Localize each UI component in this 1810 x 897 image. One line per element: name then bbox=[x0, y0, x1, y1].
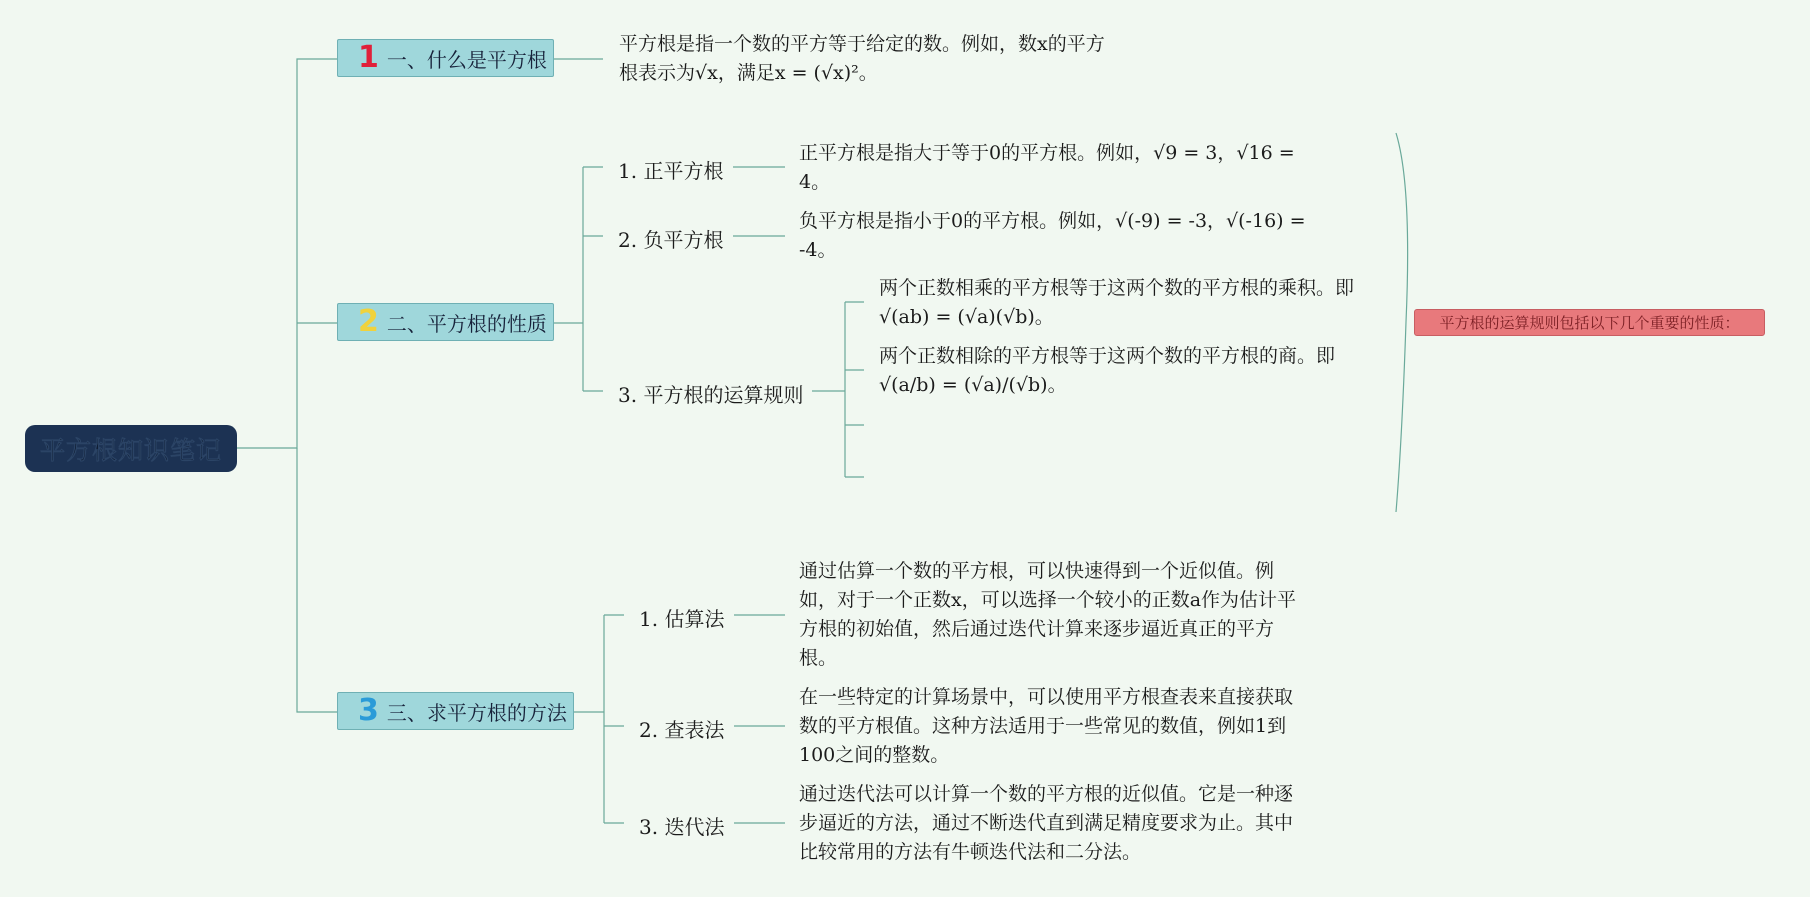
iteration-method-text: 通过迭代法可以计算一个数的平方根的近似值。它是一种逐步逼近的方法，通过不断迭代直到满足精度要求为止。其中比较常用的方法有牛顿迭代法和二分法。 bbox=[799, 783, 1294, 863]
section-1-text: 平方根是指一个数的平方等于给定的数。例如，数x的平方根表示为√x，满足x = (√x)²。 bbox=[619, 33, 1105, 84]
section-2-title: 二、平方根的性质 bbox=[386, 311, 547, 336]
root-node[interactable] bbox=[25, 425, 237, 472]
operation-rules-label[interactable]: 3. 平方根的运算规则 bbox=[618, 383, 804, 407]
estimation-method-label[interactable]: 1. 估算法 bbox=[639, 607, 725, 631]
negative-root-label[interactable]: 2. 负平方根 bbox=[618, 228, 724, 252]
section-1-node[interactable] bbox=[337, 39, 554, 77]
lookup-table-method-text: 在一些特定的计算场景中，可以使用平方根查表来直接获取数的平方根值。这种方法适用于一些常见的数值，例如1到100之间的整数。 bbox=[799, 686, 1294, 766]
summary-note[interactable] bbox=[1414, 309, 1765, 336]
positive-root-text: 正平方根是指大于等于0的平方根。例如，√9 = 3，√16 = 4。 bbox=[799, 142, 1295, 193]
section-3-node[interactable] bbox=[337, 692, 574, 730]
root-title: 平方根知识笔记 bbox=[39, 435, 222, 465]
section-2-node[interactable] bbox=[337, 303, 554, 341]
multiplication-rule-text: 两个正数相乘的平方根等于这两个数的平方根的乘积。即√(ab) = (√a)(√b)。 bbox=[879, 277, 1355, 328]
lookup-table-method-label[interactable]: 2. 查表法 bbox=[639, 718, 725, 742]
positive-root-label[interactable]: 1. 正平方根 bbox=[618, 159, 724, 183]
section-1-title: 一、什么是平方根 bbox=[386, 47, 547, 72]
summary-note-text: 平方根的运算规则包括以下几个重要的性质： bbox=[1439, 314, 1740, 332]
section-1-number: 1 bbox=[358, 40, 379, 75]
division-rule-text: 两个正数相除的平方根等于这两个数的平方根的商。即√(a/b) = (√a)/(√b)。 bbox=[879, 345, 1336, 396]
iteration-method-label[interactable]: 3. 迭代法 bbox=[639, 815, 725, 839]
section-3-title: 三、求平方根的方法 bbox=[386, 700, 567, 725]
section-2-number: 2 bbox=[358, 304, 379, 339]
estimation-method-text: 通过估算一个数的平方根，可以快速得到一个近似值。例如，对于一个正数x，可以选择一个较小的正数a作为估计平方根的初始值，然后通过迭代计算来逐步逼近真正的平方根。 bbox=[799, 560, 1297, 669]
section-3-number: 3 bbox=[358, 693, 379, 728]
negative-root-text: 负平方根是指小于0的平方根。例如，√(-9) = -3，√(-16) = -4。 bbox=[799, 210, 1306, 261]
